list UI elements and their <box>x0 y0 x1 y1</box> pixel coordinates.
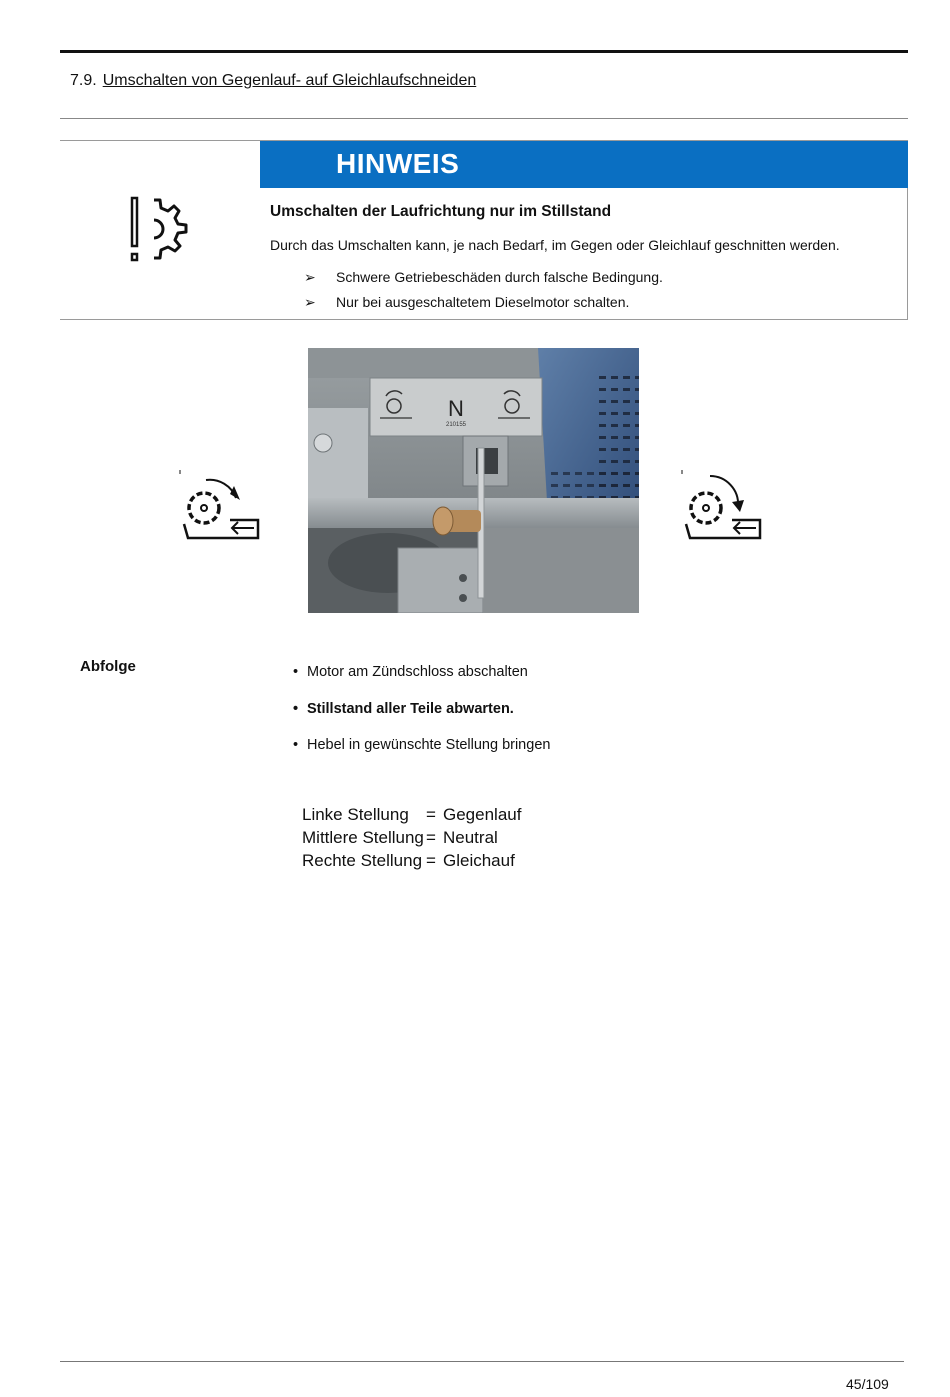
position-row: Rechte Stellung = Gleichauf <box>302 851 515 870</box>
bullet-dot-icon: • <box>293 664 299 680</box>
sequence-label: Abfolge <box>80 658 136 675</box>
sequence-step: • Motor am Zündschloss abschalten <box>293 664 528 680</box>
bullet-dot-icon: • <box>293 701 299 717</box>
arrow-bullet-icon: ➢ <box>304 269 316 285</box>
sign-neutral-label: N <box>448 396 464 421</box>
co-rotation-saw-icon <box>680 466 762 542</box>
heading-divider <box>60 118 908 119</box>
counter-rotation-saw-icon <box>178 466 260 542</box>
sign-code: 210155 <box>445 422 467 428</box>
bullet-dot-icon: • <box>293 737 299 753</box>
footer-rule <box>60 1361 904 1362</box>
page-number: 45/109 <box>846 1376 889 1392</box>
warning-gear-icon <box>126 196 200 266</box>
sequence-step: • Hebel in gewünschte Stellung bringen <box>293 737 551 753</box>
notice-bullet: ➢ Schwere Getriebeschäden durch falsche Bedingung. <box>304 269 663 285</box>
notice-label: HINWEIS <box>336 148 460 179</box>
position-row: Linke Stellung = Gegenlauf <box>302 805 522 824</box>
section-title: Umschalten von Gegenlauf- auf Gleichlaufschneiden <box>102 72 477 89</box>
arrow-bullet-icon: ➢ <box>304 294 316 310</box>
position-row: Mittlere Stellung = Neutral <box>302 828 498 847</box>
section-heading <box>70 72 476 90</box>
top-rule <box>60 50 908 53</box>
section-number: 7.9. <box>70 72 97 89</box>
notice-body: Durch das Umschalten kann, je nach Bedarf, im Gegen oder Gleichlauf geschnitten werden. <box>270 237 840 253</box>
notice-bullet: ➢ Nur bei ausgeschaltetem Dieselmotor schalten. <box>304 294 630 310</box>
lever-photo <box>308 348 639 613</box>
sequence-step: • Stillstand aller Teile abwarten. <box>293 701 514 717</box>
notice-title: Umschalten der Laufrichtung nur im Stillstand <box>270 203 612 220</box>
